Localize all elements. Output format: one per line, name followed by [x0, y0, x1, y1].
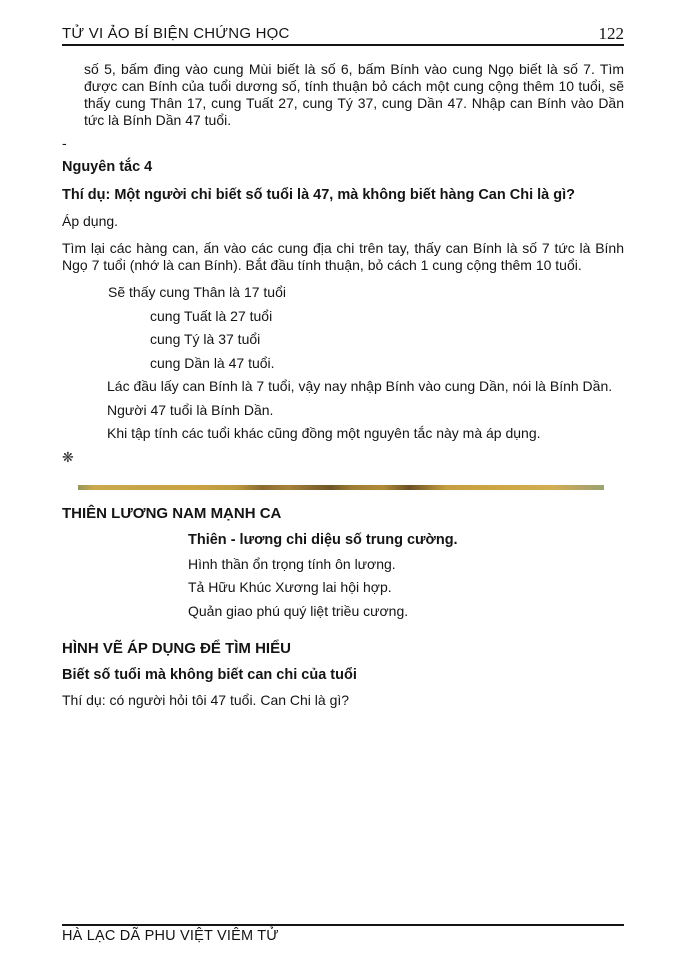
intro-paragraph: số 5, bấm đing vào cung Mùi biết là số 6, bấm Bính vào cung Ngọ biết là số 7. Tìm được can Bính của tuổi dương số, tính thuận bỏ cách một cung cộng thêm 10 tuổi, sẽ thấy cung Thân 17, cung Tuất 27, cung Tý 37, cung Dần 47. Nhập can Bính vào Dần tức là Bính Dần 47 tuổi. [84, 61, 624, 128]
step-line: cung Dần là 47 tuổi. [150, 354, 275, 371]
note-line: Người 47 tuổi là Bính Dần. [107, 401, 274, 418]
step-line: Sẽ thấy cung Thân là 17 tuổi [108, 284, 286, 300]
step-line: cung Tý là 37 tuổi [150, 331, 261, 347]
step-line: cung Tuất là 27 tuổi [150, 307, 273, 324]
page-number: 122 [598, 24, 624, 43]
verse-line-bold: Thiên - lương chi diệu số trung cường. [188, 532, 458, 548]
gold-gradient-divider [78, 485, 604, 490]
figure-example-line: Thí dụ: có người hỏi tôi 47 tuổi. Can Chi là gì? [62, 691, 350, 708]
apply-label: Áp dụng. [62, 213, 119, 229]
note-line: Lác đầu lấy can Bính là 7 tuổi, vậy nay nhập Bính vào cung Dần, nói là Bính Dần. [107, 378, 613, 394]
page-footer [62, 924, 624, 944]
asterisk-ornament-icon: ❋ [62, 449, 74, 465]
book-title: TỬ VI ẢO BÍ BIỆN CHỨNG HỌC [62, 25, 290, 42]
song-section-heading: THIÊN LƯƠNG NAM MẠNH CA [62, 505, 282, 522]
rule-body-paragraph: Tìm lại các hàng can, ấn vào các cung địa chi trên tay, thấy can Bính là số 7 tức là Bính Ngọ 7 tuổi (nhớ là can Bính). Bắt đầu tính thuận, bỏ cách 1 cung cộng thêm 10 tuổi. [62, 240, 624, 273]
footer-author: HÀ LẠC DÃ PHU VIỆT VIÊM TỬ [62, 928, 279, 944]
figure-section-heading: HÌNH VẼ ÁP DỤNG ĐỂ TÌM HIỂU [62, 639, 291, 657]
rule-example-question: Thí dụ: Một người chỉ biết số tuổi là 47, mà không biết hàng Can Chi là gì? [62, 187, 576, 203]
page-header [62, 25, 624, 46]
note-line: Khi tập tính các tuổi khác cũng đồng một nguyên tắc này mà áp dụng. [107, 425, 541, 441]
verse-line: Quản giao phú quý liệt triều cương. [188, 602, 409, 619]
figure-section-subheading: Biết số tuổi mà không biết can chi của tuổi [62, 666, 357, 683]
stray-dash: - [62, 135, 67, 151]
verse-line: Tả Hữu Khúc Xương lai hội hợp. [188, 579, 392, 595]
verse-line: Hình thần ổn trọng tính ôn lương. [188, 555, 396, 572]
rule-heading: Nguyên tắc 4 [62, 159, 153, 175]
page-content [62, 61, 624, 709]
